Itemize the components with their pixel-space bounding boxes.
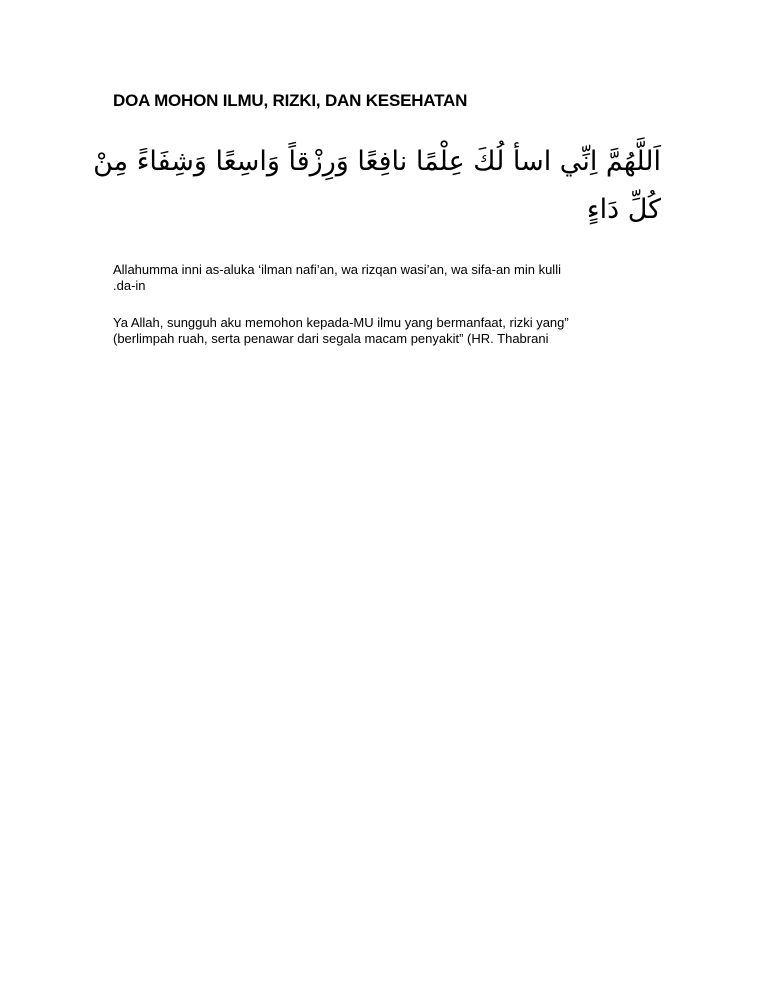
document-title: DOA MOHON ILMU, RIZKI, DAN KESEHATAN: [113, 91, 468, 110]
transliteration-line: Allahumma inni as-aluka ‘ilman nafi’an, wa rizqan wasi’an, wa sifa-an min kulli: [113, 262, 561, 277]
arabic-line: كُلِّ دَاءٍ: [586, 194, 661, 225]
arabic-prayer: [93, 138, 661, 234]
translation-paragraph: [113, 315, 673, 347]
transliteration-line: .da-in: [113, 278, 146, 293]
arabic-line: اَللَّهُمَّ اِنِّي اسأ لُكَ عِلْمًا نافِعًا وَرِزْقاً وَاسِعًا وَشِفَاءً مِنْ: [93, 146, 661, 177]
translation-line: Ya Allah, sungguh aku memohon kepada-MU ilmu yang bermanfaat, rizki yang”: [113, 315, 569, 330]
translation-line: (berlimpah ruah, serta penawar dari segala macam penyakit” (HR. Thabrani: [113, 331, 549, 346]
transliteration-paragraph: [113, 262, 673, 294]
